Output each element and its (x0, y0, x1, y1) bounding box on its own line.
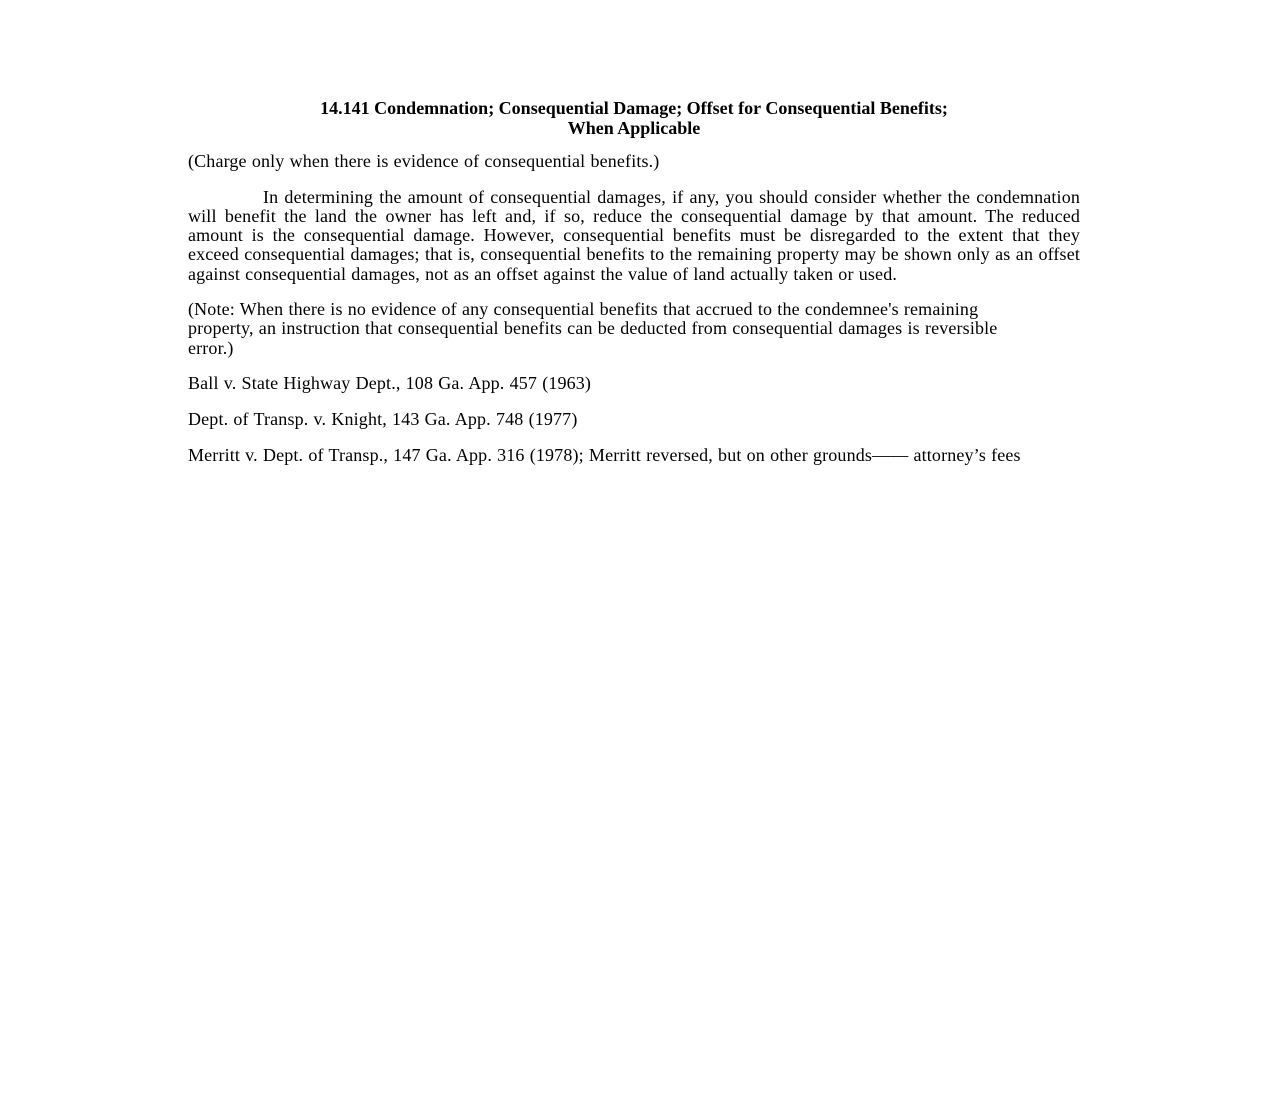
title-line-2: When Applicable (567, 117, 701, 138)
charge-note: (Charge only when there is evidence of consequential benefits.) (188, 151, 660, 171)
title-line-1: 14.141 Condemnation; Consequential Damage; Offset for Consequential Benefits; (320, 98, 948, 118)
note-paragraph: (Note: When there is no evidence of any consequential benefits that accrued to the condemnee's remaining property, an instruction that consequential benefits can be deducted from consequential damages is reversible error.) (188, 299, 998, 358)
citation-ball: Ball v. State Highway Dept., 108 Ga. App. 457 (1963) (188, 373, 592, 394)
document-page (188, 99, 1080, 481)
citation-knight: Dept. of Transp. v. Knight, 143 Ga. App. 748 (1977) (188, 409, 578, 430)
instruction-paragraph: In determining the amount of consequential damages, if any, you should consider whether the condemnation will benefit the land the owner has left and, if so, reduce the consequential damage by that amount. The reduced amount is the consequential damage. However, consequential benefits must be disregarded to the extent that they exceed consequential damages; that is, consequential benefits to the remaining property may be shown only as an offset against consequential damages, not as an offset against the value of land actually taken or used. (188, 186, 1080, 284)
document-title (188, 99, 1080, 138)
citation-merritt: Merritt v. Dept. of Transp., 147 Ga. App. 316 (1978); Merritt reversed, but on other grounds—— attorney’s fees (188, 444, 1021, 465)
